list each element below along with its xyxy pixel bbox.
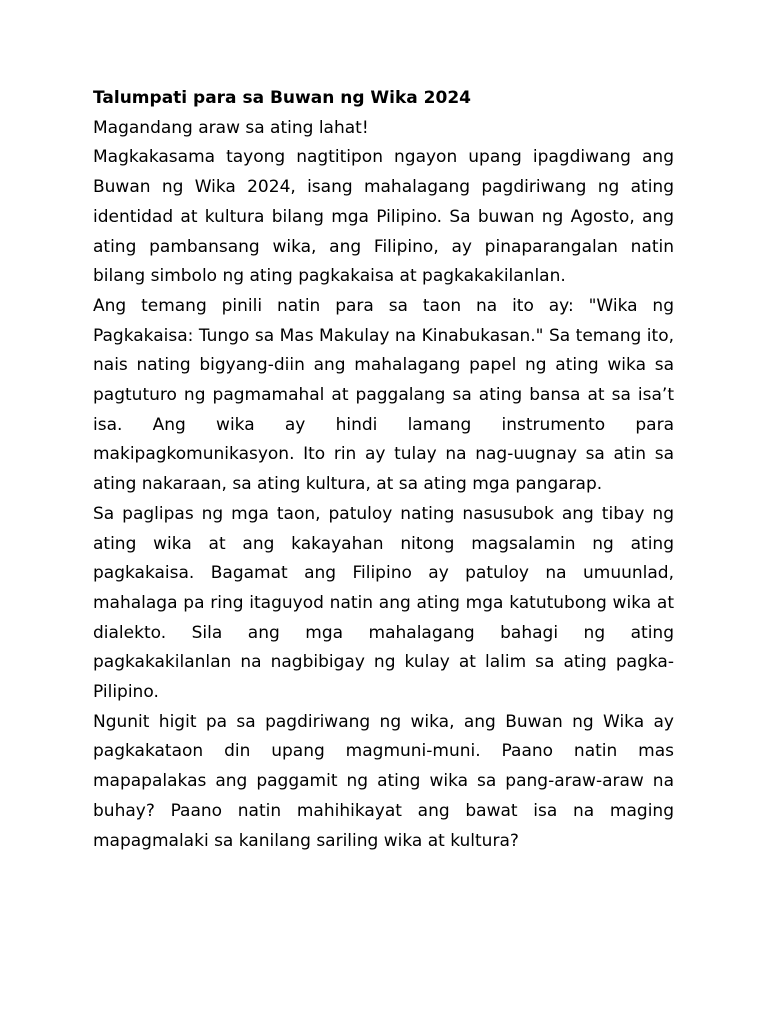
document-title: Talumpati para sa Buwan ng Wika 2024 bbox=[93, 88, 471, 108]
paragraph-2: Ang temang pinili natin para sa taon na ito ay: "Wika ng Pagkakaisa: Tungo sa Mas Makulay na Kinabukasan." Sa temang ito, nais nating bigyang-diin ang mahalagang papel ng ating wika sa pagtuturo ng pagmamahal at paggalang sa ating bansa at sa isa’t isa. Ang wika ay hindi lamang instrumento para makipagkomunikasyon. Ito rin ay tulay na nag-uugnay sa atin sa ating nakaraan, sa ating kultura, at sa ating mga pangarap. bbox=[93, 295, 674, 495]
paragraph-4: Ngunit higit pa sa pagdiriwang ng wika, ang Buwan ng Wika ay pagkakataon din upang magmuni-muni. Paano natin mas mapapalakas ang paggamit ng ating wika sa pang-araw-araw na buhay? Paano natin mahihikayat ang bawat isa na maging mapagmalaki sa kanilang sariling wika at kultura? bbox=[93, 711, 674, 851]
greeting-line: Magandang araw sa ating lahat! bbox=[93, 117, 369, 138]
document-page bbox=[93, 84, 674, 856]
paragraph-1: Magkakasama tayong nagtitipon ngayon upang ipagdiwang ang Buwan ng Wika 2024, isang mahalagang pagdiriwang ng ating identidad at kultura bilang mga Pilipino. Sa buwan ng Agosto, ang ating pambansang wika, ang Filipino, ay pinaparangalan natin bilang simbolo ng ating pagkakaisa at pagkakakilanlan. bbox=[93, 147, 674, 287]
paragraph-3: Sa paglipas ng mga taon, patuloy nating nasusubok ang tibay ng ating wika at ang kakayahan nitong magsalamin ng ating pagkakaisa. Bagamat ang Filipino ay patuloy na umuunlad, mahalaga pa ring itaguyod natin ang ating mga katutubong wika at dialekto. Sila ang mga mahalagang bahagi ng ating pagkakakilanlan na nagbibigay ng kulay at lalim sa ating pagka-Pilipino. bbox=[93, 503, 674, 703]
